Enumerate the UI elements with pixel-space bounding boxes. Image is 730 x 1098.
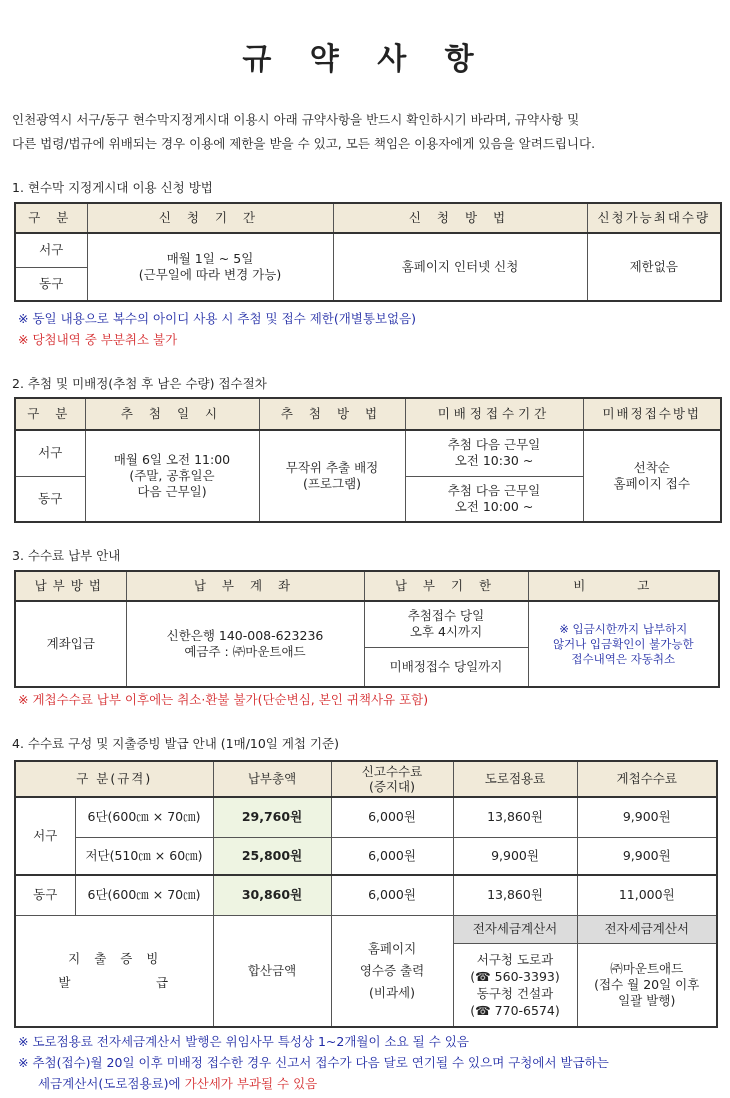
text-line: 오전 10:30 ~	[454, 453, 534, 469]
text-line: 일괄 발행)	[618, 992, 676, 1008]
text-line: (프로그램)	[302, 476, 362, 491]
col-header: 추 첨 방 법	[259, 398, 405, 430]
note: ※ 동일 내용으로 복수의 아이디 사용 시 추첨 및 접수 제한(개별통보없음)	[18, 311, 417, 326]
note: ※ 게첩수수료 납부 이후에는 취소·환불 불가(단순변심, 본인 귀책사유 포함)	[18, 692, 429, 707]
section2-heading: 2. 추첨 및 미배정(추첨 후 남은 수량) 접수절차	[12, 376, 267, 391]
col-header: 신고수수료 (증지대)	[331, 761, 453, 797]
col-header: 납부총액	[213, 761, 331, 797]
intro-line: 인천광역시 서구/동구 현수막지정게시대 이용시 아래 규약사항을 반드시 확인하시기 바라며, 규약사항 및	[12, 112, 580, 127]
note-part: 세금계산서(도로점용료)에	[38, 1076, 185, 1091]
period-cell	[87, 233, 333, 301]
spec-cell: 6단(600㎝ × 70㎝)	[75, 797, 213, 837]
note-part: 가산세가 부과될 수 있음	[184, 1076, 318, 1091]
text-line: 동구청 건설과	[476, 985, 554, 1001]
section3-heading: 3. 수수료 납부 안내	[12, 548, 121, 563]
area-cell: 서구	[15, 233, 87, 267]
post-fee-cell: 9,900원	[577, 837, 717, 875]
period-line: (근무일에 따라 변경 가능)	[138, 267, 282, 282]
text-line: 추첨 다음 근무일	[447, 482, 541, 498]
tax-invoice-header: 전자세금계산서	[453, 915, 577, 943]
text-line: 예금주 : ㈜마운트애드	[184, 644, 306, 659]
text-line: 오전 10:00 ~	[454, 498, 534, 514]
period-cell	[405, 476, 583, 522]
report-fee-cell: 6,000원	[331, 875, 453, 915]
col-header: 납 부 계 좌	[126, 571, 364, 601]
post-issuer-cell	[577, 943, 717, 1027]
text-line: 추첨접수 당일	[407, 608, 485, 624]
col-header: 구 분	[15, 398, 85, 430]
text-line: 추첨 다음 근무일	[447, 437, 541, 453]
sum-label-cell: 합산금액	[213, 915, 331, 1027]
road-fee-cell: 9,900원	[453, 837, 577, 875]
note	[38, 1074, 317, 1092]
tax-invoice-header: 전자세금계산서	[577, 915, 717, 943]
intro-line: 다른 법령/법규에 위배되는 경우 이용에 제한을 받을 수 있고, 모든 책임은 이용자에게 있음을 알려드립니다.	[12, 136, 596, 151]
area-cell: 동구	[15, 875, 75, 915]
account-cell	[126, 601, 364, 687]
pay-method-cell: 계좌입금	[15, 601, 126, 687]
road-fee-cell: 13,860원	[453, 797, 577, 837]
col-header: 신 청 기 간	[87, 203, 333, 233]
text-line: 영수증 출력	[359, 962, 425, 978]
post-fee-cell: 9,900원	[577, 797, 717, 837]
section4-heading: 4. 수수료 구성 및 지출증빙 발급 안내 (1매/10일 게첩 기준)	[12, 736, 340, 751]
text-line: 선착순	[633, 460, 670, 475]
text-line: (주말, 공휴일은	[129, 468, 215, 483]
text-line: 지 출 증 빙	[68, 950, 161, 966]
col-header: 미배정접수기간	[405, 398, 583, 430]
total-cell: 30,860원	[213, 875, 331, 915]
post-fee-cell: 11,000원	[577, 875, 717, 915]
report-fee-cell: 6,000원	[331, 797, 453, 837]
payment-table	[14, 570, 720, 688]
text-line: 신한은행 140-008-623236	[166, 628, 324, 643]
col-header: 추 첨 일 시	[85, 398, 259, 430]
text-line: 서구청 도로과	[476, 951, 554, 967]
col-header: 구 분	[15, 203, 87, 233]
col-header: 납 부 기 한	[364, 571, 528, 601]
text-line: 오후 4시까지	[409, 624, 483, 640]
section1-heading: 1. 현수막 지정게시대 이용 신청 방법	[12, 180, 213, 195]
spec-cell: 저단(510㎝ × 60㎝)	[75, 837, 213, 875]
text-line: 홈페이지	[367, 940, 417, 956]
period-cell	[405, 430, 583, 476]
application-table	[14, 202, 722, 302]
method-cell: 홈페이지 인터넷 신청	[333, 233, 587, 301]
text-line: 매월 6일 오전 11:00	[113, 452, 231, 467]
text-line: ※ 입금시한까지 납부하지	[559, 621, 688, 636]
text-line: ㈜마운트애드	[610, 960, 684, 976]
text-line: 무작위 추출 배정	[285, 460, 379, 475]
text-line: 홈페이지 접수	[613, 476, 690, 491]
col-header: 구 분(규격)	[15, 761, 213, 797]
page-title: 규 약 사 항	[242, 42, 488, 77]
text-line: (접수 월 20일 이후	[594, 976, 700, 992]
area-cell: 동구	[15, 476, 85, 522]
max-cell: 제한없음	[587, 233, 721, 301]
draw-table	[14, 397, 722, 523]
proof-label-cell	[15, 915, 213, 1027]
method-cell	[583, 430, 721, 522]
total-cell: 25,800원	[213, 837, 331, 875]
text-line: (비과세)	[369, 984, 415, 1000]
remark-cell	[528, 601, 719, 687]
fee-table	[14, 760, 718, 1028]
text-line: 접수내역은 자동취소	[571, 651, 676, 666]
text-line: (☎ 560-3393)	[470, 968, 560, 984]
col-header: 비 고	[528, 571, 719, 601]
col-header: 도로점용료	[453, 761, 577, 797]
area-cell: 서구	[15, 797, 75, 875]
deadline-cell: 미배정접수 당일까지	[364, 647, 528, 687]
text-line: 발 급	[58, 974, 171, 990]
road-fee-cell: 13,860원	[453, 875, 577, 915]
intro-text	[12, 108, 722, 156]
homepage-receipt-cell	[331, 915, 453, 1027]
col-header: 게첩수수료	[577, 761, 717, 797]
text-line: 다음 근무일)	[137, 484, 207, 499]
col-header: 납부방법	[15, 571, 126, 601]
text-line: 않거나 입금확인이 불가능한	[552, 636, 694, 651]
draw-time-cell	[85, 430, 259, 522]
spec-cell: 6단(600㎝ × 70㎝)	[75, 875, 213, 915]
note: ※ 당첨내역 중 부분취소 불가	[18, 332, 178, 347]
draw-method-cell	[259, 430, 405, 522]
note: ※ 도로점용료 전자세금계산서 발행은 위임사무 특성상 1~2개월이 소요 될 수 있음	[18, 1034, 469, 1049]
period-line: 매월 1일 ~ 5일	[166, 251, 254, 266]
report-fee-cell: 6,000원	[331, 837, 453, 875]
area-cell: 동구	[15, 267, 87, 301]
total-cell: 29,760원	[213, 797, 331, 837]
note: ※ 추첨(접수)월 20일 이후 미배정 접수한 경우 신고서 접수가 다음 달로 연기될 수 있으며 구청에서 발급하는	[18, 1055, 609, 1070]
col-header: 신청가능최대수량	[587, 203, 721, 233]
col-header: 신 청 방 법	[333, 203, 587, 233]
col-header: 미배정접수방법	[583, 398, 721, 430]
text-line: (☎ 770-6574)	[470, 1002, 560, 1018]
road-issuer-cell	[453, 943, 577, 1027]
deadline-cell	[364, 601, 528, 647]
area-cell: 서구	[15, 430, 85, 476]
